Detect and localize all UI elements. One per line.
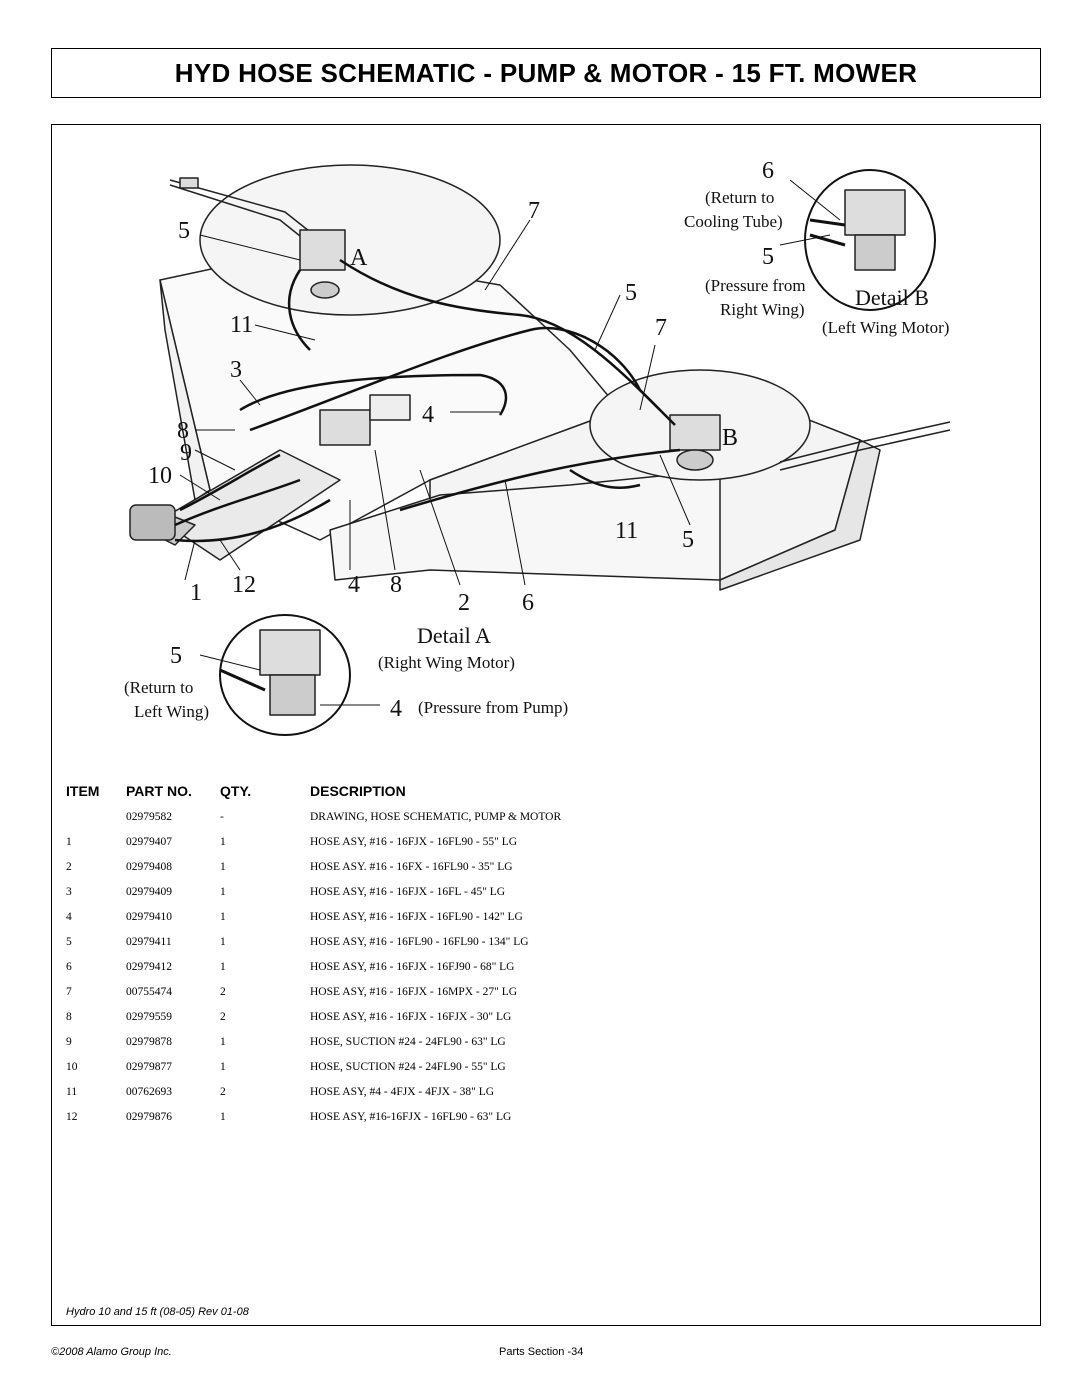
callout-3: 3 bbox=[230, 357, 242, 383]
header-qty: QTY. bbox=[220, 783, 252, 799]
cell-description: HOSE, SUCTION #24 - 24FL90 - 63" LG bbox=[310, 1036, 506, 1048]
header-description: DESCRIPTION bbox=[310, 783, 406, 799]
cell-part-no: 02979877 bbox=[126, 1061, 172, 1073]
cell-description: HOSE ASY. #16 - 16FX - 16FL90 - 35" LG bbox=[310, 861, 513, 873]
cell-qty: 1 bbox=[220, 886, 226, 898]
detail-a-return-label-2: Left Wing) bbox=[134, 702, 210, 721]
cell-description: HOSE, SUCTION #24 - 24FL90 - 55" LG bbox=[310, 1061, 506, 1073]
table-row bbox=[0, 933, 1080, 958]
callout-5-bottom-right: 5 bbox=[682, 527, 694, 553]
callout-8-bottom: 8 bbox=[390, 572, 402, 598]
cell-item: 6 bbox=[66, 961, 72, 973]
cell-qty: 1 bbox=[220, 911, 226, 923]
callout-6-bottom: 6 bbox=[522, 590, 534, 616]
callout-10: 10 bbox=[148, 463, 172, 489]
table-row bbox=[0, 1058, 1080, 1083]
table-row bbox=[0, 858, 1080, 883]
callout-5-top: 5 bbox=[178, 218, 190, 244]
detail-a-return-label-1: (Return to bbox=[124, 678, 194, 697]
cell-qty: 2 bbox=[220, 1086, 226, 1098]
cell-item: 8 bbox=[66, 1011, 72, 1023]
cell-item: 5 bbox=[66, 936, 72, 948]
cell-item: 3 bbox=[66, 886, 72, 898]
detail-b-subtitle: (Left Wing Motor) bbox=[822, 318, 950, 337]
callout-11-left: 11 bbox=[230, 312, 254, 338]
cell-item: 4 bbox=[66, 911, 72, 923]
callout-A: A bbox=[350, 245, 368, 271]
callout-7-top: 7 bbox=[528, 198, 540, 224]
cell-description: HOSE ASY, #16 - 16FJX - 16MPX - 27" LG bbox=[310, 986, 518, 998]
cell-part-no: 02979878 bbox=[126, 1036, 172, 1048]
cell-item: 10 bbox=[66, 1061, 78, 1073]
callout-4-bottom: 4 bbox=[348, 572, 360, 598]
cell-item: 9 bbox=[66, 1036, 72, 1048]
cell-description: HOSE ASY, #4 - 4FJX - 4FJX - 38" LG bbox=[310, 1086, 495, 1098]
cell-item: 1 bbox=[66, 836, 72, 848]
callout-1: 1 bbox=[190, 580, 202, 606]
page-section-label: Parts Section -34 bbox=[499, 1346, 584, 1358]
callout-2: 2 bbox=[458, 590, 470, 616]
callout-5-detail-a: 5 bbox=[170, 643, 182, 669]
cell-item: 11 bbox=[66, 1086, 78, 1098]
cell-part-no: 02979876 bbox=[126, 1111, 172, 1123]
detail-b-pressure-label-2: Right Wing) bbox=[720, 300, 805, 319]
cell-description: HOSE ASY, #16 - 16FL90 - 16FL90 - 134" LG bbox=[310, 936, 529, 948]
cell-part-no: 02979412 bbox=[126, 961, 172, 973]
callout-7-right: 7 bbox=[655, 315, 667, 341]
callout-5-right: 5 bbox=[625, 280, 637, 306]
cell-item: 7 bbox=[66, 986, 72, 998]
revision-note: Hydro 10 and 15 ft (08-05) Rev 01-08 bbox=[66, 1306, 249, 1318]
cell-description: HOSE ASY, #16 - 16FJX - 16FJ90 - 68" LG bbox=[310, 961, 515, 973]
title-box bbox=[51, 48, 1041, 98]
right-wing-motor bbox=[300, 230, 345, 270]
cell-qty: 1 bbox=[220, 836, 226, 848]
left-wing-motor bbox=[670, 415, 720, 450]
detail-b-return-label-2: Cooling Tube) bbox=[684, 212, 783, 231]
cell-description: DRAWING, HOSE SCHEMATIC, PUMP & MOTOR bbox=[310, 811, 562, 823]
page-title: HYD HOSE SCHEMATIC - PUMP & MOTOR - 15 FT. MOWER bbox=[174, 57, 918, 88]
table-row bbox=[0, 883, 1080, 908]
cell-qty: 1 bbox=[220, 1061, 226, 1073]
cell-part-no: 02979559 bbox=[126, 1011, 172, 1023]
detail-b-return-label-1: (Return to bbox=[705, 188, 775, 207]
callout-6-detail-b: 6 bbox=[762, 158, 774, 184]
callout-B: B bbox=[722, 425, 739, 451]
copyright: ©2008 Alamo Group Inc. bbox=[51, 1346, 172, 1358]
cell-part-no: 02979411 bbox=[126, 936, 172, 948]
table-row bbox=[0, 808, 1080, 833]
cell-qty: 2 bbox=[220, 1011, 226, 1023]
cell-description: HOSE ASY, #16 - 16FJX - 16FL90 - 55" LG bbox=[310, 836, 518, 848]
table-row bbox=[0, 908, 1080, 933]
table-row bbox=[0, 1108, 1080, 1133]
cell-part-no: 02979410 bbox=[126, 911, 172, 923]
cell-part-no: 02979407 bbox=[126, 836, 172, 848]
hose-schematic-diagram bbox=[100, 150, 990, 765]
cell-part-no: 02979408 bbox=[126, 861, 172, 873]
pump bbox=[130, 505, 175, 540]
cell-description: HOSE ASY, #16 - 16FJX - 16FL - 45" LG bbox=[310, 886, 506, 898]
callout-4-mid: 4 bbox=[422, 402, 434, 428]
detail-a-pressure-label: (Pressure from Pump) bbox=[418, 698, 569, 717]
cell-part-no: 02979582 bbox=[126, 811, 172, 823]
detail-a-subtitle: (Right Wing Motor) bbox=[378, 653, 515, 672]
detail-b-title: Detail B bbox=[855, 285, 929, 310]
cell-part-no: 00755474 bbox=[126, 986, 172, 998]
table-row bbox=[0, 983, 1080, 1008]
center-valve-block bbox=[320, 410, 370, 445]
cell-description: HOSE ASY, #16 - 16FJX - 16FJX - 30" LG bbox=[310, 1011, 512, 1023]
table-row bbox=[0, 833, 1080, 858]
callout-11-right: 11 bbox=[615, 518, 639, 544]
cell-qty: 1 bbox=[220, 936, 226, 948]
cell-qty: 1 bbox=[220, 1036, 226, 1048]
callout-8-left: 8 bbox=[177, 418, 189, 444]
callout-9: 9 bbox=[180, 440, 192, 466]
cell-qty: 2 bbox=[220, 986, 226, 998]
table-row bbox=[0, 1008, 1080, 1033]
cell-part-no: 02979409 bbox=[126, 886, 172, 898]
cell-qty: 1 bbox=[220, 961, 226, 973]
cell-qty: 1 bbox=[220, 861, 226, 873]
cell-item: 12 bbox=[66, 1111, 78, 1123]
table-row bbox=[0, 958, 1080, 983]
callout-5-detail-b: 5 bbox=[762, 244, 774, 270]
cell-qty: 1 bbox=[220, 1111, 226, 1123]
cell-description: HOSE ASY, #16 - 16FJX - 16FL90 - 142" LG bbox=[310, 911, 523, 923]
cell-item: 2 bbox=[66, 861, 72, 873]
cell-part-no: 00762693 bbox=[126, 1086, 172, 1098]
detail-a-title: Detail A bbox=[417, 623, 491, 648]
table-row bbox=[0, 1033, 1080, 1058]
callout-12: 12 bbox=[232, 572, 256, 598]
callout-4-detail-a: 4 bbox=[390, 696, 402, 722]
header-item: ITEM bbox=[66, 783, 100, 799]
left-gearbox-area bbox=[200, 165, 500, 315]
table-row bbox=[0, 1083, 1080, 1108]
cell-qty: - bbox=[220, 811, 224, 823]
header-part-no: PART NO. bbox=[126, 783, 192, 799]
cell-description: HOSE ASY, #16-16FJX - 16FL90 - 63" LG bbox=[310, 1111, 512, 1123]
detail-b-pressure-label-1: (Pressure from bbox=[705, 276, 806, 295]
